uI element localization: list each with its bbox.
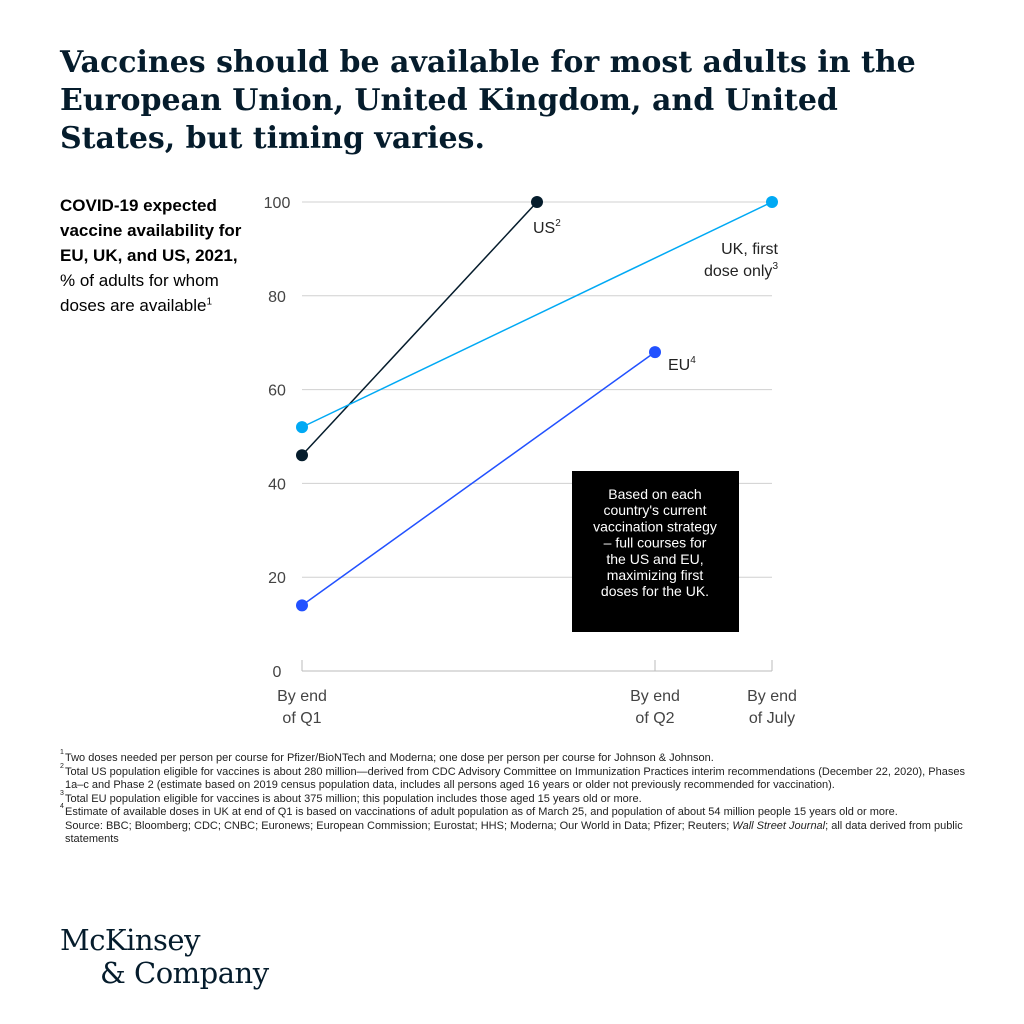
annotation-line-6: maximizing first (606, 567, 704, 583)
x-tick-label-july-2: of July (748, 710, 796, 727)
label-uk-line-1: UK, first (721, 241, 778, 258)
chart-title: Vaccines should be available for most adults in the European Union, United Kingdom, and United States, but timing varies. (60, 45, 916, 156)
label-uk-line-2: dose only$^3$ (703, 261, 778, 280)
data-point-uk-2 (766, 196, 778, 208)
footnote-1: 1 Two doses needed per person per course for Pfizer/BioNTech and Moderna; one dose per person per course for Johnson & Johnson. (60, 749, 714, 764)
x-tick-label-q1-1: By end (277, 688, 327, 705)
annotation-line-4: – full courses for (603, 534, 707, 551)
footnote-3: 3 Total EU population eligible for vaccines is about 375 million; this population includes those aged 15 years old or more. (60, 789, 642, 805)
data-point-uk-1 (296, 421, 308, 433)
source-note: Source: BBC; Bloomberg; CDC; CNBC; Euronews; European Commission; Eurostat; HHS; Moderna; Our World in Data; Pfizer; Reuters; Wall Street Journal; all data derived from public statements (65, 819, 963, 845)
y-tick-label-60: 60 (268, 382, 286, 400)
x-tick-label-q2-2: of Q2 (635, 710, 675, 727)
logo-line-1: McKinsey (60, 923, 200, 957)
subtitle-rest: % of adults for whom doses are available (60, 271, 219, 315)
y-axis (264, 195, 291, 681)
annotation-line-2: country's current (603, 502, 707, 519)
x-tick-label-july-1: By end (747, 688, 797, 705)
annotation-line-5: the US and EU, (606, 550, 704, 567)
mckinsey-logo (60, 924, 269, 990)
data-point-eu-2 (649, 346, 661, 358)
annotation-line-3: vaccination strategy (593, 518, 717, 535)
x-axis (277, 660, 797, 727)
footnote-4: 4 Estimate of available doses in UK at end of Q1 is based on vaccinations of adult population as of March 25, and population of about 54 million people 15 years old or more. (60, 803, 898, 818)
y-tick-label-20: 20 (268, 570, 286, 588)
data-point-eu-1 (296, 599, 308, 611)
y-tick-label-0: 0 (272, 664, 282, 681)
label-eu: $EU^4$ (668, 355, 696, 374)
series-line-us (302, 202, 537, 455)
footnote-2: 2 Total US population eligible for vaccines is about 280 million—derived from CDC Advisory Committee on Immunization Practices interim recommendations (December 22, 2020), Phases 1a–c and Phase 2 (estimate based on 2019 census population data, includes all persons aged 16 years or older not previously recommended for vaccination). (60, 762, 965, 791)
data-point-us-2 (531, 196, 543, 208)
logo-line-2: & Company (100, 956, 269, 990)
subtitle-footnote-ref: 1 (206, 296, 213, 308)
label-us: $US^2$ (533, 218, 561, 237)
subtitle-bold: COVID-19 expected vaccine availability for EU, UK, and US, 2021, (60, 196, 242, 265)
annotation-box (572, 471, 739, 632)
annotation-line-7: doses for the UK. (600, 583, 710, 600)
data-point-us-1 (296, 449, 308, 461)
x-tick-label-q2-1: By end (630, 688, 680, 705)
y-tick-label-100: 100 (263, 195, 291, 212)
y-tick-label-80: 80 (268, 288, 286, 306)
annotation-line-1: Based on each (608, 486, 702, 502)
footnotes (60, 749, 970, 847)
y-tick-label-40: 40 (268, 476, 286, 494)
x-tick-label-q1-2: of Q1 (282, 710, 322, 727)
